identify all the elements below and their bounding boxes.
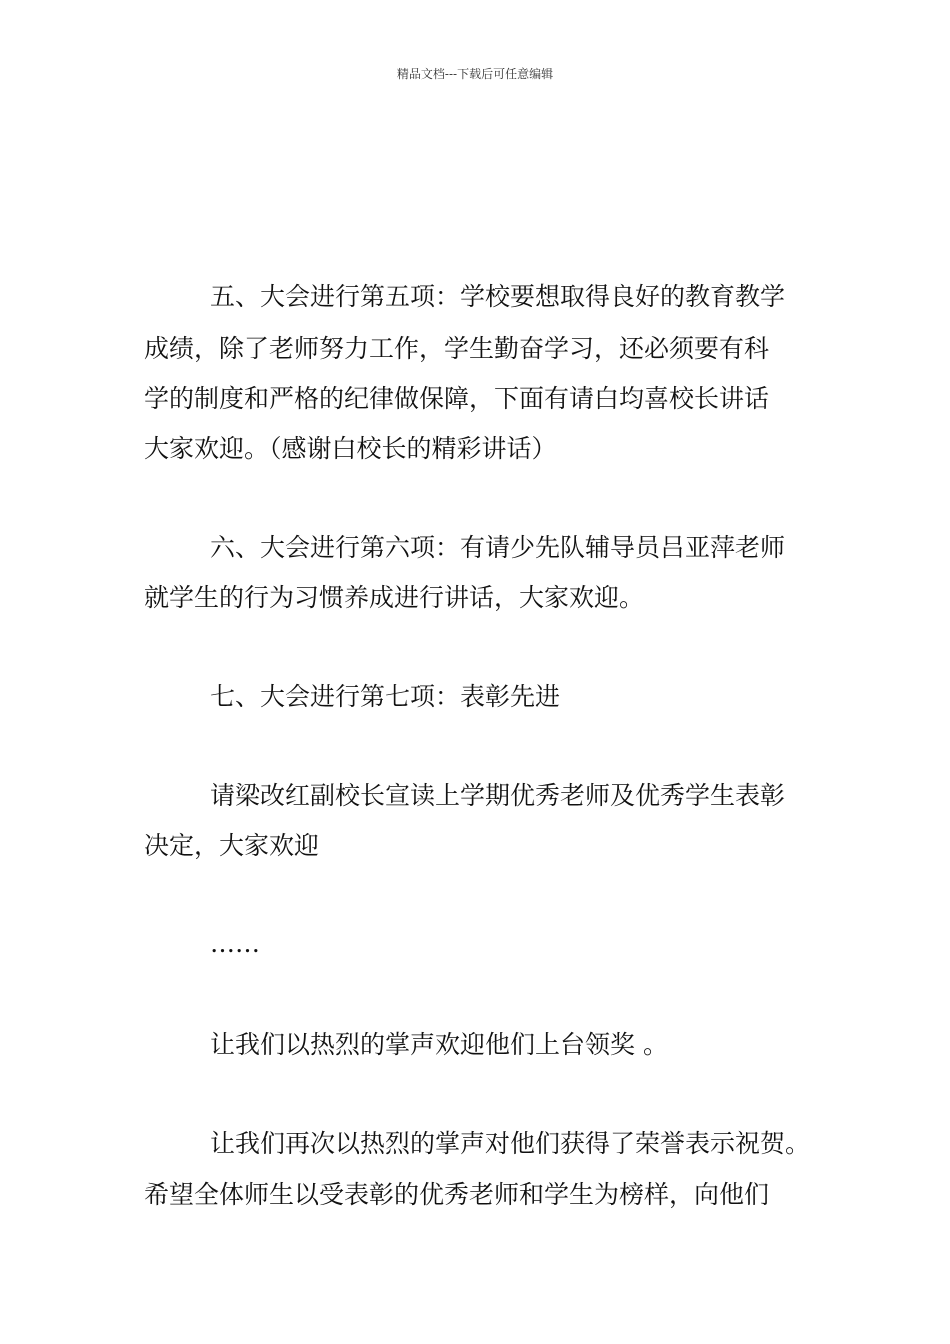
paragraph-line: 六、大会进行第六项：有请少先队辅导员吕亚萍老师 xyxy=(210,533,786,562)
ellipsis-line: …… xyxy=(210,929,260,958)
paragraph-line: 让我们以热烈的掌声欢迎他们上台领奖 。 xyxy=(210,1030,668,1059)
page-header: 精品文档---下载后可任意编辑 xyxy=(396,67,554,81)
paragraph-line: 学的制度和严格的纪律做保障，下面有请白均喜校长讲话 xyxy=(144,384,770,413)
paragraph-line: 就学生的行为习惯养成进行讲话，大家欢迎。 xyxy=(144,583,645,612)
paragraph-line: 请梁改红副校长宣读上学期优秀老师及优秀学生表彰 xyxy=(210,781,786,810)
paragraph-line: 希望全体师生以受表彰的优秀老师和学生为榜样，向他们 xyxy=(144,1180,770,1209)
paragraph-line: 大家欢迎。（感谢白校长的精彩讲话） xyxy=(144,434,557,463)
paragraph-line: 让我们再次以热烈的掌声对他们获得了荣誉表示祝贺。 xyxy=(210,1129,811,1158)
paragraph-line: 成绩，除了老师努力工作，学生勤奋学习，还必须要有科 xyxy=(144,334,770,363)
paragraph-line: 决定，大家欢迎 xyxy=(144,831,320,860)
paragraph-line: 七、大会进行第七项：表彰先进 xyxy=(210,682,561,711)
paragraph-line: 五、大会进行第五项：学校要想取得良好的教育教学 xyxy=(210,282,786,311)
